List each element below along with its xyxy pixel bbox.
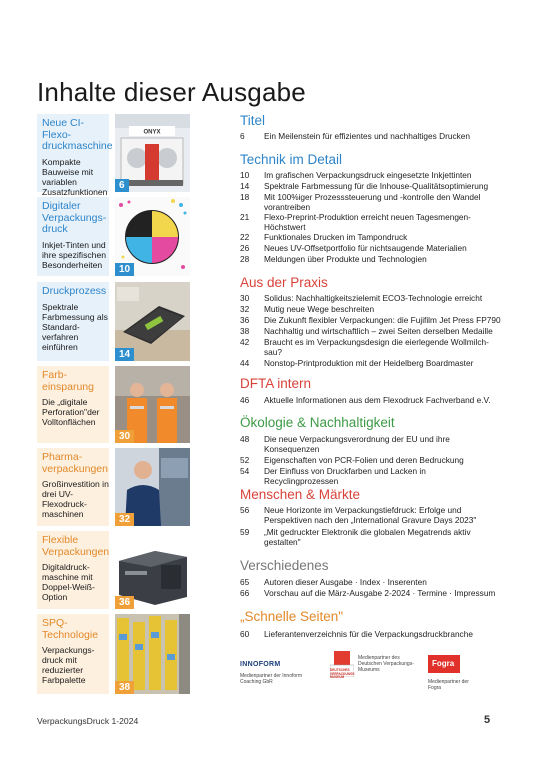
feature-text: Die „digitale Perforation"der Volltonflächen [42, 397, 100, 427]
toc-entry[interactable]: 42 Braucht es im Verpackungsdesign die eierlegende Wollmilch-sau? [240, 337, 489, 357]
page-title: Inhalte dieser Ausgabe [37, 77, 306, 107]
feature-text: Verpackungs-druck mit reduzierter Farbpalette [42, 645, 95, 685]
toc-entry[interactable]: 65 Autoren dieser Ausgabe · Index · Inserenten [240, 577, 427, 587]
toc-entry[interactable]: 59 „Mit gedruckter Elektronik die globalen Megatrends aktiv gestalten" [240, 527, 471, 547]
toc-entry[interactable]: 28 Meldungen über Produkte und Technologien [240, 254, 427, 264]
feature-text: Digitaldruck-maschine mit Doppel-Weiß-Option [42, 562, 95, 602]
page-badge: 14 [115, 348, 134, 361]
footer-page-number: 5 [484, 714, 491, 726]
toc-entry[interactable]: 21 Flexo-Preprint-Produktion erreicht neuen Tagesmengen-Höchstwert [240, 212, 471, 232]
verpackungsmuseum-logo: DEUTSCHES VERPACKUNGS MUSEUM Medienpartner des Deutschen Verpackungs-Museums [330, 651, 420, 701]
feature-title: Pharma-verpackungen [42, 451, 108, 475]
feature-text: Kompakte Bauweise mit variablen Zusatzfunktionen [42, 156, 108, 197]
toc-entry[interactable]: 22 Funktionales Drucken im Tampondruck [240, 232, 408, 242]
footer-publication: VerpackungsDruck 1-2024 [37, 716, 139, 726]
feature-title: SPQ-Technologie [42, 617, 99, 641]
page-badge: 10 [115, 263, 134, 276]
section-heading-titel: Titel [240, 113, 266, 128]
toc-entry[interactable]: 32 Mutig neue Wege beschreiten [240, 304, 375, 314]
toc-entry[interactable]: 46 Aktuelle Informationen aus dem Flexodruck Fachverband e.V. [240, 395, 491, 405]
toc-entry[interactable]: 38 Nachhaltig und wirtschaftlich – zwei Seiten derselben Medaille [240, 326, 493, 336]
feature-box-digital-packaging[interactable] [37, 197, 190, 276]
feature-box-spq[interactable] [37, 614, 190, 694]
toc-entry[interactable]: 52 Eigenschaften von PCR-Folien und deren Bedruckung [240, 455, 464, 465]
toc-entry[interactable]: 48 Die neue Verpackungsverordnung der EU und ihre Konsequenzen [240, 434, 450, 454]
page-badge: 30 [115, 430, 134, 443]
feature-box-flexible[interactable] [37, 531, 190, 609]
section-heading-technik: Technik im Detail [240, 152, 343, 167]
section-heading-oekologie: Ökologie & Nachhaltigkeit [240, 415, 395, 430]
toc-entry[interactable]: 36 Die Zukunft flexibler Verpackungen: die Fujifilm Jet Press FP790 [240, 315, 501, 325]
feature-text: Spektrale Farbmessung als Standard-verfahren einführen [42, 301, 108, 352]
feature-box-pharma[interactable] [37, 448, 190, 526]
page-badge: 6 [115, 179, 129, 192]
toc-entry[interactable]: 44 Nonstop-Printproduktion mit der Heidelberg Boardmaster [240, 358, 474, 368]
feature-title: Farb-einsparung [42, 369, 94, 393]
section-heading-schnelle-seiten: „Schnelle Seiten" [240, 609, 344, 624]
fogra-logo: Fogra Medienpartner der Fogra [428, 655, 488, 701]
toc-entry[interactable]: 26 Neues UV-Offsetportfolio für nichtsaugende Materialien [240, 243, 467, 253]
feature-title: Druckprozess [42, 285, 107, 297]
section-heading-dfta: DFTA intern [240, 376, 312, 391]
feature-title: Digitaler Verpackungs-druck [42, 200, 107, 235]
toc-entry[interactable]: 10 Im grafischen Verpackungsdruck eingesetzte Inkjettinten [240, 170, 472, 180]
feature-text: Großinvestition in drei UV-Flexodruck-maschinen [42, 479, 109, 519]
toc-entry[interactable]: 18 Mit 100%iger Prozesssteuerung und -kontrolle den Wandel vorantreiben [240, 192, 481, 212]
feature-title: Flexible Verpackungen [42, 534, 110, 558]
page-badge: 38 [115, 681, 134, 694]
feature-box-farbeinsparung[interactable] [37, 366, 190, 443]
section-heading-verschiedenes: Verschiedenes [240, 558, 329, 573]
page-badge: 36 [115, 596, 134, 609]
feature-box-druckprozess[interactable] [37, 282, 190, 361]
feature-text: Inkjet-Tinten und ihre spezifischen Besonderheiten [42, 239, 107, 270]
feature-box-ci-flexo[interactable] [37, 114, 190, 197]
section-heading-praxis: Aus der Praxis [240, 275, 328, 290]
svg-text:ONYX: ONYX [143, 129, 161, 136]
toc-entry[interactable]: 56 Neue Horizonte im Verpackungstiefdruck: Erfolge und Perspektiven nach den „International Gravure Days 2023" [240, 505, 477, 525]
toc-entry[interactable]: 14 Spektrale Farbmessung für die Inhouse-Qualitätsoptimierung [240, 181, 489, 191]
section-heading-menschen: Menschen & Märkte [240, 487, 361, 502]
toc-entry[interactable]: 54 Der Einfluss von Druckfarben und Lacken in Recyclingprozessen [240, 466, 426, 486]
toc-entry[interactable]: 30 Solidus: Nachhaltigkeitszielemit ECO3-Technologie erreicht [240, 293, 483, 303]
innoform-logo: INNOFORM Medienpartner der Innoform Coaching GbR [240, 661, 302, 685]
toc-entry[interactable]: 66 Vorschau auf die März-Ausgabe 2-2024 · Termine · Impressum [240, 588, 496, 598]
toc-entry[interactable]: 60 Lieferantenverzeichnis für die Verpackungsdruckbranche [240, 629, 473, 639]
page-badge: 32 [115, 513, 134, 526]
feature-title: Neue CI-Flexo-druckmaschine [42, 117, 113, 152]
toc-entry[interactable]: 6 Ein Meilenstein für effizientes und nachhaltiges Drucken [240, 131, 471, 141]
